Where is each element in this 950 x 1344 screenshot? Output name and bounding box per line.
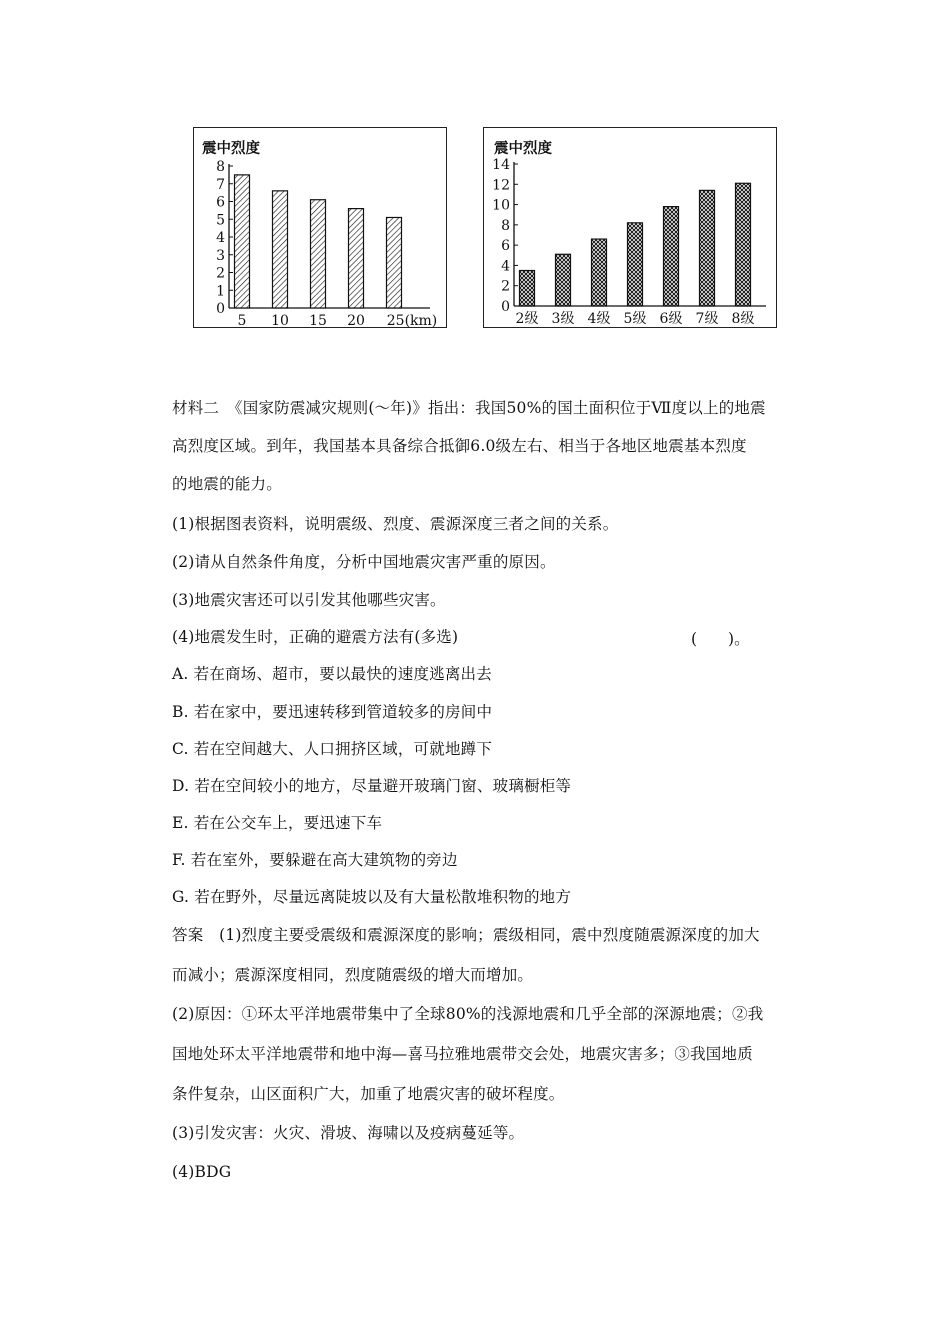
y-tick-label: 2 bbox=[501, 278, 510, 295]
x-tick-label: 5级 bbox=[623, 311, 647, 327]
y-tick-label: 2 bbox=[216, 265, 225, 282]
y-tick-label: 6 bbox=[216, 194, 225, 211]
question-4: (4)地震发生时，正确的避震方法有(多选) bbox=[172, 628, 459, 646]
y-tick-label: 4 bbox=[216, 230, 225, 246]
option-f: F. 若在室外，要躲避在高大建筑物的旁边 bbox=[172, 851, 458, 869]
answer-2-line2: 国地处环太平洋地震带和地中海—喜马拉雅地震带交会处，地震灾害多；③我国地质 bbox=[172, 1045, 753, 1063]
bar bbox=[349, 209, 364, 308]
bar bbox=[628, 223, 643, 306]
y-axis-label: 震中烈度 bbox=[494, 141, 552, 157]
y-tick-label: 14 bbox=[492, 157, 510, 173]
answer-3: (3)引发灾害：火灾、滑坡、海啸以及疫病蔓延等。 bbox=[172, 1124, 525, 1142]
bar bbox=[273, 191, 288, 308]
y-tick-label: 0 bbox=[501, 299, 510, 315]
question-2: (2)请从自然条件角度，分析中国地震灾害严重的原因。 bbox=[172, 553, 556, 571]
x-tick-label: 4级 bbox=[587, 311, 611, 327]
answer-2-line3: 条件复杂，山区面积广大，加重了地震灾害的破坏程度。 bbox=[172, 1085, 565, 1103]
y-tick-label: 8 bbox=[216, 159, 225, 175]
x-tick-label: 20 bbox=[347, 313, 365, 327]
question-3: (3)地震灾害还可以引发其他哪些灾害。 bbox=[172, 591, 446, 609]
y-tick-label: 6 bbox=[501, 238, 510, 255]
bar bbox=[592, 239, 607, 306]
answer-1-line1: 答案 (1)烈度主要受震级和震源深度的影响；震级相同，震中烈度随震源深度的加大 bbox=[172, 926, 760, 944]
question-1: (1)根据图表资料，说明震级、烈度、震源深度三者之间的关系。 bbox=[172, 515, 619, 533]
option-c: C. 若在空间越大、人口拥挤区域，可就地蹲下 bbox=[172, 740, 493, 758]
y-tick-label: 1 bbox=[216, 283, 225, 300]
chart-intensity-vs-magnitude bbox=[483, 127, 777, 328]
y-tick-label: 12 bbox=[492, 177, 510, 194]
chart-1-svg bbox=[194, 128, 446, 327]
y-tick-label: 8 bbox=[501, 217, 510, 234]
option-e: E. 若在公交车上，要迅速下车 bbox=[172, 814, 383, 832]
x-tick-label: 2级 bbox=[515, 311, 539, 327]
y-tick-label: 7 bbox=[216, 176, 225, 193]
y-tick-label: 5 bbox=[216, 212, 225, 229]
answer-2-line1: (2)原因：①环太平洋地震带集中了全球80%的浅源地震和几乎全部的深源地震；②我 bbox=[172, 1005, 764, 1023]
x-tick-label: 3级 bbox=[551, 311, 575, 327]
answer-4: (4)BDG bbox=[172, 1163, 232, 1181]
x-tick-label: 7级 bbox=[695, 311, 719, 327]
x-tick-label: 6级 bbox=[659, 311, 683, 327]
option-d: D. 若在空间较小的地方，尽量避开玻璃门窗、玻璃橱柜等 bbox=[172, 777, 572, 795]
bar bbox=[520, 271, 535, 307]
bar bbox=[664, 207, 679, 306]
x-tick-label: 8级 bbox=[731, 311, 755, 327]
bar bbox=[700, 190, 715, 306]
bar bbox=[736, 183, 751, 306]
y-tick-label: 10 bbox=[492, 197, 510, 214]
x-tick-label: 15 bbox=[309, 313, 327, 327]
chart-intensity-vs-depth bbox=[193, 127, 447, 328]
answer-1-line2: 而减小；震源深度相同，烈度随震级的增大而增加。 bbox=[172, 966, 534, 984]
y-axis-label: 震中烈度 bbox=[202, 141, 260, 157]
x-tick-label: 25(km) bbox=[386, 313, 438, 327]
y-tick-label: 4 bbox=[501, 258, 510, 275]
option-a: A. 若在商场、超市，要以最快的速度逃离出去 bbox=[172, 665, 492, 683]
bar bbox=[235, 175, 250, 308]
x-tick-label: 5 bbox=[237, 313, 247, 327]
option-g: G. 若在野外，尽量远离陡坡以及有大量松散堆积物的地方 bbox=[172, 888, 572, 906]
option-b: B. 若在家中，要迅速转移到管道较多的房间中 bbox=[172, 703, 493, 721]
material2-line2: 高烈度区域。到年，我国基本具备综合抵御6.0级左右、相当于各地区地震基本烈度 bbox=[172, 437, 747, 455]
chart-2-svg bbox=[484, 128, 776, 327]
answer-blank: ( )。 bbox=[691, 630, 750, 648]
x-tick-label: 10 bbox=[271, 313, 289, 327]
bar bbox=[387, 217, 402, 308]
material2-line3: 的地震的能力。 bbox=[172, 475, 282, 493]
bar bbox=[556, 254, 571, 306]
material2-line1: 材料二 《国家防震减灾规则(～年)》指出：我国50%的国土面积位于Ⅶ度以上的地震 bbox=[172, 399, 766, 417]
y-tick-label: 0 bbox=[216, 301, 225, 317]
y-tick-label: 3 bbox=[216, 247, 225, 264]
bar bbox=[311, 200, 326, 308]
